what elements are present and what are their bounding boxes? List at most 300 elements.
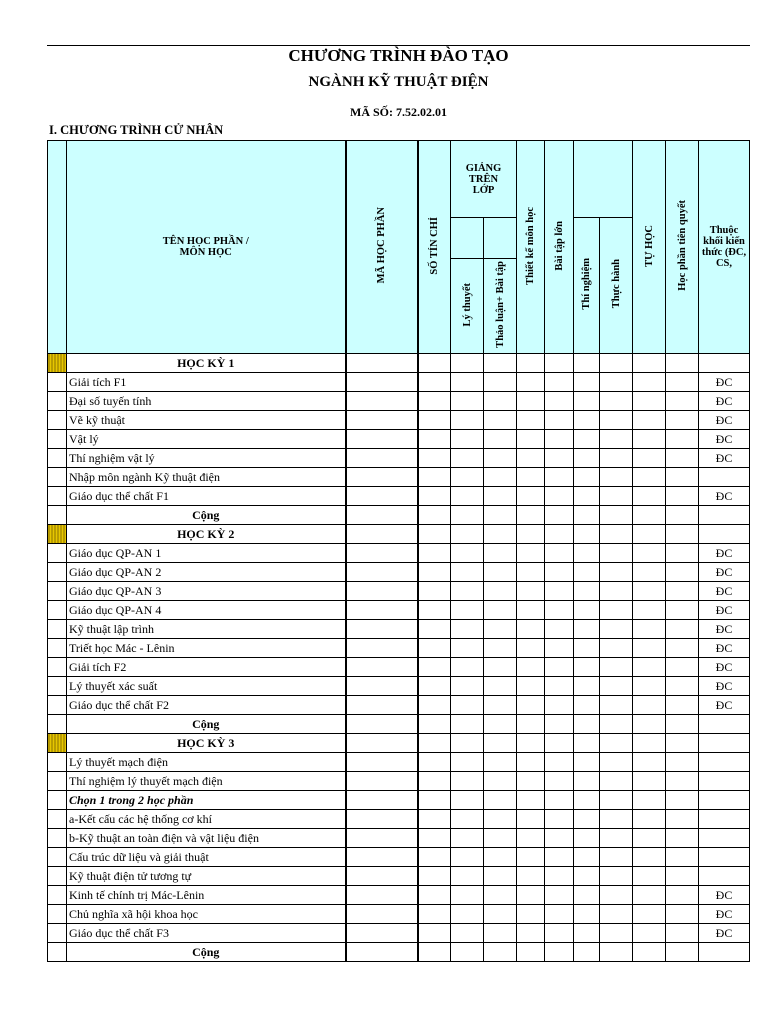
empty-cell <box>517 905 545 924</box>
empty-cell <box>633 829 666 848</box>
empty-cell <box>633 677 666 696</box>
course-row <box>48 848 750 867</box>
empty-cell <box>600 696 633 715</box>
empty-cell <box>346 601 418 620</box>
course-name: Vẽ kỹ thuật <box>67 411 346 430</box>
empty-cell <box>418 639 451 658</box>
empty-cell <box>600 411 633 430</box>
empty-cell <box>574 430 600 449</box>
empty-cell <box>451 582 484 601</box>
header-experiment <box>574 218 600 354</box>
empty-cell <box>600 354 633 373</box>
row-marker-cell <box>48 905 67 924</box>
course-name: Giáo dục QP-AN 1 <box>67 544 346 563</box>
empty-cell <box>666 848 699 867</box>
row-marker-cell <box>48 829 67 848</box>
empty-cell <box>666 620 699 639</box>
course-row <box>48 905 750 924</box>
course-name: b-Kỹ thuật an toàn điện và vật liệu điện <box>67 829 346 848</box>
empty-cell <box>484 487 517 506</box>
empty-cell <box>346 715 418 734</box>
empty-cell <box>451 924 484 943</box>
empty-cell <box>517 867 545 886</box>
empty-cell <box>600 449 633 468</box>
empty-cell <box>517 886 545 905</box>
row-marker-cell <box>48 867 67 886</box>
knowledge-block-cell <box>699 848 750 867</box>
empty-cell <box>633 639 666 658</box>
empty-cell <box>484 924 517 943</box>
row-marker-cell <box>48 810 67 829</box>
empty-cell <box>633 620 666 639</box>
empty-cell <box>545 639 574 658</box>
empty-cell <box>418 525 451 544</box>
empty-cell <box>666 658 699 677</box>
course-row <box>48 867 750 886</box>
header-practice <box>600 218 633 354</box>
semester-marker <box>48 525 67 544</box>
empty-cell <box>600 373 633 392</box>
header-knowledge-block <box>699 141 750 354</box>
header-discussion <box>484 259 517 354</box>
empty-cell <box>517 354 545 373</box>
empty-cell <box>633 468 666 487</box>
empty-cell <box>666 924 699 943</box>
header-self-study-text: TỰ HỌC <box>643 224 655 267</box>
empty-cell <box>418 753 451 772</box>
empty-cell <box>418 677 451 696</box>
empty-cell <box>517 943 545 962</box>
course-row <box>48 411 750 430</box>
empty-cell <box>451 677 484 696</box>
empty-cell <box>346 696 418 715</box>
empty-cell <box>484 449 517 468</box>
empty-cell <box>574 639 600 658</box>
empty-cell <box>346 582 418 601</box>
empty-cell <box>600 943 633 962</box>
empty-cell <box>600 791 633 810</box>
empty-cell <box>574 601 600 620</box>
empty-cell <box>484 468 517 487</box>
empty-cell <box>517 658 545 677</box>
header-assignment-text: Bài tập lớn <box>553 220 565 271</box>
knowledge-block-cell <box>699 867 750 886</box>
empty-cell <box>418 734 451 753</box>
empty-cell <box>484 544 517 563</box>
course-row <box>48 658 750 677</box>
empty-cell <box>517 582 545 601</box>
empty-cell <box>517 810 545 829</box>
empty-cell <box>484 658 517 677</box>
empty-cell <box>484 810 517 829</box>
empty-cell <box>633 354 666 373</box>
empty-cell <box>346 487 418 506</box>
empty-cell <box>451 772 484 791</box>
row-marker-cell <box>48 753 67 772</box>
empty-cell <box>633 449 666 468</box>
knowledge-block-cell <box>699 772 750 791</box>
header-project-text: Thiết kế môn học <box>525 206 536 285</box>
empty-cell <box>451 791 484 810</box>
knowledge-block-cell <box>699 468 750 487</box>
course-row <box>48 753 750 772</box>
empty-cell <box>600 867 633 886</box>
empty-cell <box>484 563 517 582</box>
empty-cell <box>666 829 699 848</box>
empty-cell <box>484 829 517 848</box>
empty-cell <box>484 772 517 791</box>
empty-cell <box>574 487 600 506</box>
empty-cell <box>600 601 633 620</box>
empty-cell <box>600 772 633 791</box>
empty-cell <box>346 506 418 525</box>
empty-cell <box>666 411 699 430</box>
empty-cell <box>574 373 600 392</box>
empty-cell <box>633 601 666 620</box>
empty-cell <box>545 810 574 829</box>
knowledge-block-cell <box>699 354 750 373</box>
row-marker-cell <box>48 563 67 582</box>
empty-cell <box>346 354 418 373</box>
row-marker-cell <box>48 639 67 658</box>
course-row <box>48 430 750 449</box>
empty-cell <box>545 601 574 620</box>
empty-cell <box>418 943 451 962</box>
empty-cell <box>545 677 574 696</box>
empty-cell <box>517 639 545 658</box>
semester-marker <box>48 354 67 373</box>
empty-cell <box>346 563 418 582</box>
header-course-name <box>67 141 346 354</box>
empty-cell <box>574 734 600 753</box>
empty-cell <box>517 848 545 867</box>
knowledge-block-cell <box>699 810 750 829</box>
empty-cell <box>574 354 600 373</box>
empty-cell <box>517 525 545 544</box>
empty-cell <box>418 487 451 506</box>
empty-cell <box>346 848 418 867</box>
row-marker-cell <box>48 620 67 639</box>
empty-cell <box>545 620 574 639</box>
empty-cell <box>666 525 699 544</box>
empty-cell <box>418 468 451 487</box>
empty-cell <box>346 430 418 449</box>
knowledge-block-cell <box>699 943 750 962</box>
empty-cell <box>633 525 666 544</box>
header-lecture-group <box>451 141 517 218</box>
course-row <box>48 563 750 582</box>
empty-cell <box>574 525 600 544</box>
empty-cell <box>484 582 517 601</box>
empty-cell <box>346 734 418 753</box>
empty-cell <box>517 544 545 563</box>
empty-cell <box>574 582 600 601</box>
empty-cell <box>346 677 418 696</box>
course-name: Kinh tế chính trị Mác-Lênin <box>67 886 346 905</box>
knowledge-block-cell: ĐC <box>699 392 750 411</box>
empty-cell <box>346 886 418 905</box>
empty-cell <box>574 791 600 810</box>
empty-cell <box>346 392 418 411</box>
header-course-name-text: TÊN HỌC PHẦN / MÔN HỌC <box>162 236 249 258</box>
semester-label: HỌC KỲ 2 <box>67 525 346 544</box>
empty-cell <box>545 753 574 772</box>
empty-cell <box>418 848 451 867</box>
empty-cell <box>600 639 633 658</box>
empty-cell <box>346 658 418 677</box>
empty-cell <box>517 506 545 525</box>
empty-cell <box>418 354 451 373</box>
empty-cell <box>666 886 699 905</box>
empty-cell <box>600 677 633 696</box>
header-knowledge-block-text: Thuộc khối kiến thức (ĐC, CS, <box>701 225 747 269</box>
empty-cell <box>600 487 633 506</box>
empty-cell <box>451 449 484 468</box>
empty-cell <box>545 829 574 848</box>
knowledge-block-cell: ĐC <box>699 886 750 905</box>
empty-cell <box>574 753 600 772</box>
total-row <box>48 943 750 962</box>
empty-cell <box>517 829 545 848</box>
empty-cell <box>484 525 517 544</box>
empty-cell <box>633 696 666 715</box>
empty-cell <box>633 905 666 924</box>
empty-cell <box>574 810 600 829</box>
knowledge-block-cell: ĐC <box>699 658 750 677</box>
course-row <box>48 810 750 829</box>
empty-cell <box>545 696 574 715</box>
empty-cell <box>574 411 600 430</box>
empty-cell <box>666 905 699 924</box>
empty-cell <box>418 886 451 905</box>
empty-cell <box>666 468 699 487</box>
empty-cell <box>545 544 574 563</box>
empty-cell <box>545 449 574 468</box>
course-row <box>48 772 750 791</box>
knowledge-block-cell <box>699 734 750 753</box>
total-label: Cộng <box>67 943 346 962</box>
empty-cell <box>517 392 545 411</box>
row-marker-cell <box>48 696 67 715</box>
empty-cell <box>545 886 574 905</box>
empty-cell <box>517 715 545 734</box>
empty-cell <box>633 924 666 943</box>
knowledge-block-cell: ĐC <box>699 905 750 924</box>
empty-cell <box>666 392 699 411</box>
empty-cell <box>600 392 633 411</box>
empty-cell <box>484 354 517 373</box>
empty-cell <box>633 487 666 506</box>
empty-cell <box>545 943 574 962</box>
course-name: Vật lý <box>67 430 346 449</box>
header-project <box>517 141 545 354</box>
knowledge-block-cell <box>699 791 750 810</box>
empty-cell <box>346 449 418 468</box>
empty-cell <box>666 601 699 620</box>
semester-marker <box>48 734 67 753</box>
empty-cell <box>545 867 574 886</box>
empty-cell <box>666 563 699 582</box>
empty-cell <box>545 411 574 430</box>
empty-cell <box>633 544 666 563</box>
empty-cell <box>545 791 574 810</box>
empty-cell <box>600 810 633 829</box>
empty-cell <box>545 392 574 411</box>
course-row <box>48 791 750 810</box>
header-lab-group <box>574 141 633 218</box>
empty-cell <box>633 582 666 601</box>
empty-cell <box>346 924 418 943</box>
empty-cell <box>517 620 545 639</box>
course-row <box>48 639 750 658</box>
empty-cell <box>600 753 633 772</box>
empty-cell <box>600 905 633 924</box>
empty-cell <box>418 411 451 430</box>
empty-cell <box>451 544 484 563</box>
course-name: Cấu trúc dữ liệu và giải thuật <box>67 848 346 867</box>
document-title: CHƯƠNG TRÌNH ĐÀO TẠO <box>288 46 509 65</box>
empty-cell <box>574 848 600 867</box>
knowledge-block-cell: ĐC <box>699 639 750 658</box>
curriculum-table <box>47 140 750 962</box>
empty-cell <box>418 658 451 677</box>
semester-header-row <box>48 734 750 753</box>
document-subtitle: NGÀNH KỸ THUẬT ĐIỆN <box>308 74 489 90</box>
empty-cell <box>633 886 666 905</box>
empty-cell <box>633 772 666 791</box>
empty-cell <box>574 658 600 677</box>
empty-cell <box>346 810 418 829</box>
empty-cell <box>545 430 574 449</box>
table-header-row-1 <box>48 141 750 218</box>
empty-cell <box>600 620 633 639</box>
empty-cell <box>484 734 517 753</box>
empty-cell <box>545 525 574 544</box>
empty-cell <box>545 506 574 525</box>
header-practice-text: Thực hành <box>610 259 622 309</box>
empty-cell <box>666 449 699 468</box>
empty-cell <box>484 791 517 810</box>
total-label: Cộng <box>67 715 346 734</box>
course-row <box>48 582 750 601</box>
knowledge-block-cell: ĐC <box>699 924 750 943</box>
course-name: Giáo dục thể chất F2 <box>67 696 346 715</box>
empty-cell <box>451 867 484 886</box>
empty-cell <box>484 639 517 658</box>
row-marker-cell <box>48 487 67 506</box>
empty-cell <box>633 734 666 753</box>
empty-cell <box>346 791 418 810</box>
empty-cell <box>451 715 484 734</box>
empty-cell <box>451 525 484 544</box>
course-name: Thí nghiệm vật lý <box>67 449 346 468</box>
empty-cell <box>517 601 545 620</box>
empty-cell <box>600 886 633 905</box>
header-experiment-text: Thí nghiệm <box>581 258 592 310</box>
empty-cell <box>451 639 484 658</box>
course-row <box>48 924 750 943</box>
course-row <box>48 886 750 905</box>
empty-cell <box>346 468 418 487</box>
empty-cell <box>418 601 451 620</box>
empty-cell <box>451 734 484 753</box>
knowledge-block-cell: ĐC <box>699 620 750 639</box>
empty-cell <box>451 696 484 715</box>
empty-cell <box>517 411 545 430</box>
row-marker-cell <box>48 582 67 601</box>
empty-cell <box>484 848 517 867</box>
knowledge-block-cell: ĐC <box>699 487 750 506</box>
empty-cell <box>418 924 451 943</box>
empty-cell <box>484 867 517 886</box>
empty-cell <box>633 810 666 829</box>
course-name: Thí nghiệm lý thuyết mạch điện <box>67 772 346 791</box>
knowledge-block-cell: ĐC <box>699 411 750 430</box>
course-name: Giáo dục QP-AN 4 <box>67 601 346 620</box>
empty-cell <box>600 715 633 734</box>
empty-cell <box>451 411 484 430</box>
empty-cell <box>545 924 574 943</box>
knowledge-block-cell <box>699 829 750 848</box>
empty-cell <box>451 886 484 905</box>
empty-cell <box>517 373 545 392</box>
empty-cell <box>418 430 451 449</box>
empty-cell <box>600 582 633 601</box>
knowledge-block-cell: ĐC <box>699 563 750 582</box>
empty-cell <box>545 772 574 791</box>
course-row <box>48 620 750 639</box>
empty-cell <box>666 696 699 715</box>
semester-label: HỌC KỲ 1 <box>67 354 346 373</box>
course-name: Giáo dục thể chất F1 <box>67 487 346 506</box>
empty-cell <box>633 392 666 411</box>
empty-cell <box>451 392 484 411</box>
empty-cell <box>517 924 545 943</box>
empty-cell <box>484 601 517 620</box>
course-name: Kỹ thuật điện tử tương tự <box>67 867 346 886</box>
empty-cell <box>484 430 517 449</box>
empty-cell <box>517 487 545 506</box>
empty-cell <box>633 943 666 962</box>
empty-cell <box>346 525 418 544</box>
empty-cell <box>484 392 517 411</box>
course-name: Giáo dục thể chất F3 <box>67 924 346 943</box>
knowledge-block-cell: ĐC <box>699 582 750 601</box>
empty-cell <box>574 715 600 734</box>
empty-cell <box>545 354 574 373</box>
empty-cell <box>484 715 517 734</box>
empty-cell <box>574 392 600 411</box>
empty-cell <box>418 373 451 392</box>
empty-cell <box>418 392 451 411</box>
knowledge-block-cell <box>699 525 750 544</box>
row-marker-cell <box>48 373 67 392</box>
header-theory <box>451 259 484 354</box>
row-marker-cell <box>48 677 67 696</box>
empty-cell <box>633 791 666 810</box>
semester-label: HỌC KỲ 3 <box>67 734 346 753</box>
row-marker-cell <box>48 848 67 867</box>
empty-cell <box>600 563 633 582</box>
course-name: Nhập môn ngành Kỹ thuật điện <box>67 468 346 487</box>
total-row <box>48 506 750 525</box>
knowledge-block-cell: ĐC <box>699 544 750 563</box>
empty-cell <box>574 905 600 924</box>
course-name: Kỹ thuật lập trình <box>67 620 346 639</box>
empty-cell <box>574 620 600 639</box>
course-row <box>48 677 750 696</box>
empty-cell <box>574 943 600 962</box>
